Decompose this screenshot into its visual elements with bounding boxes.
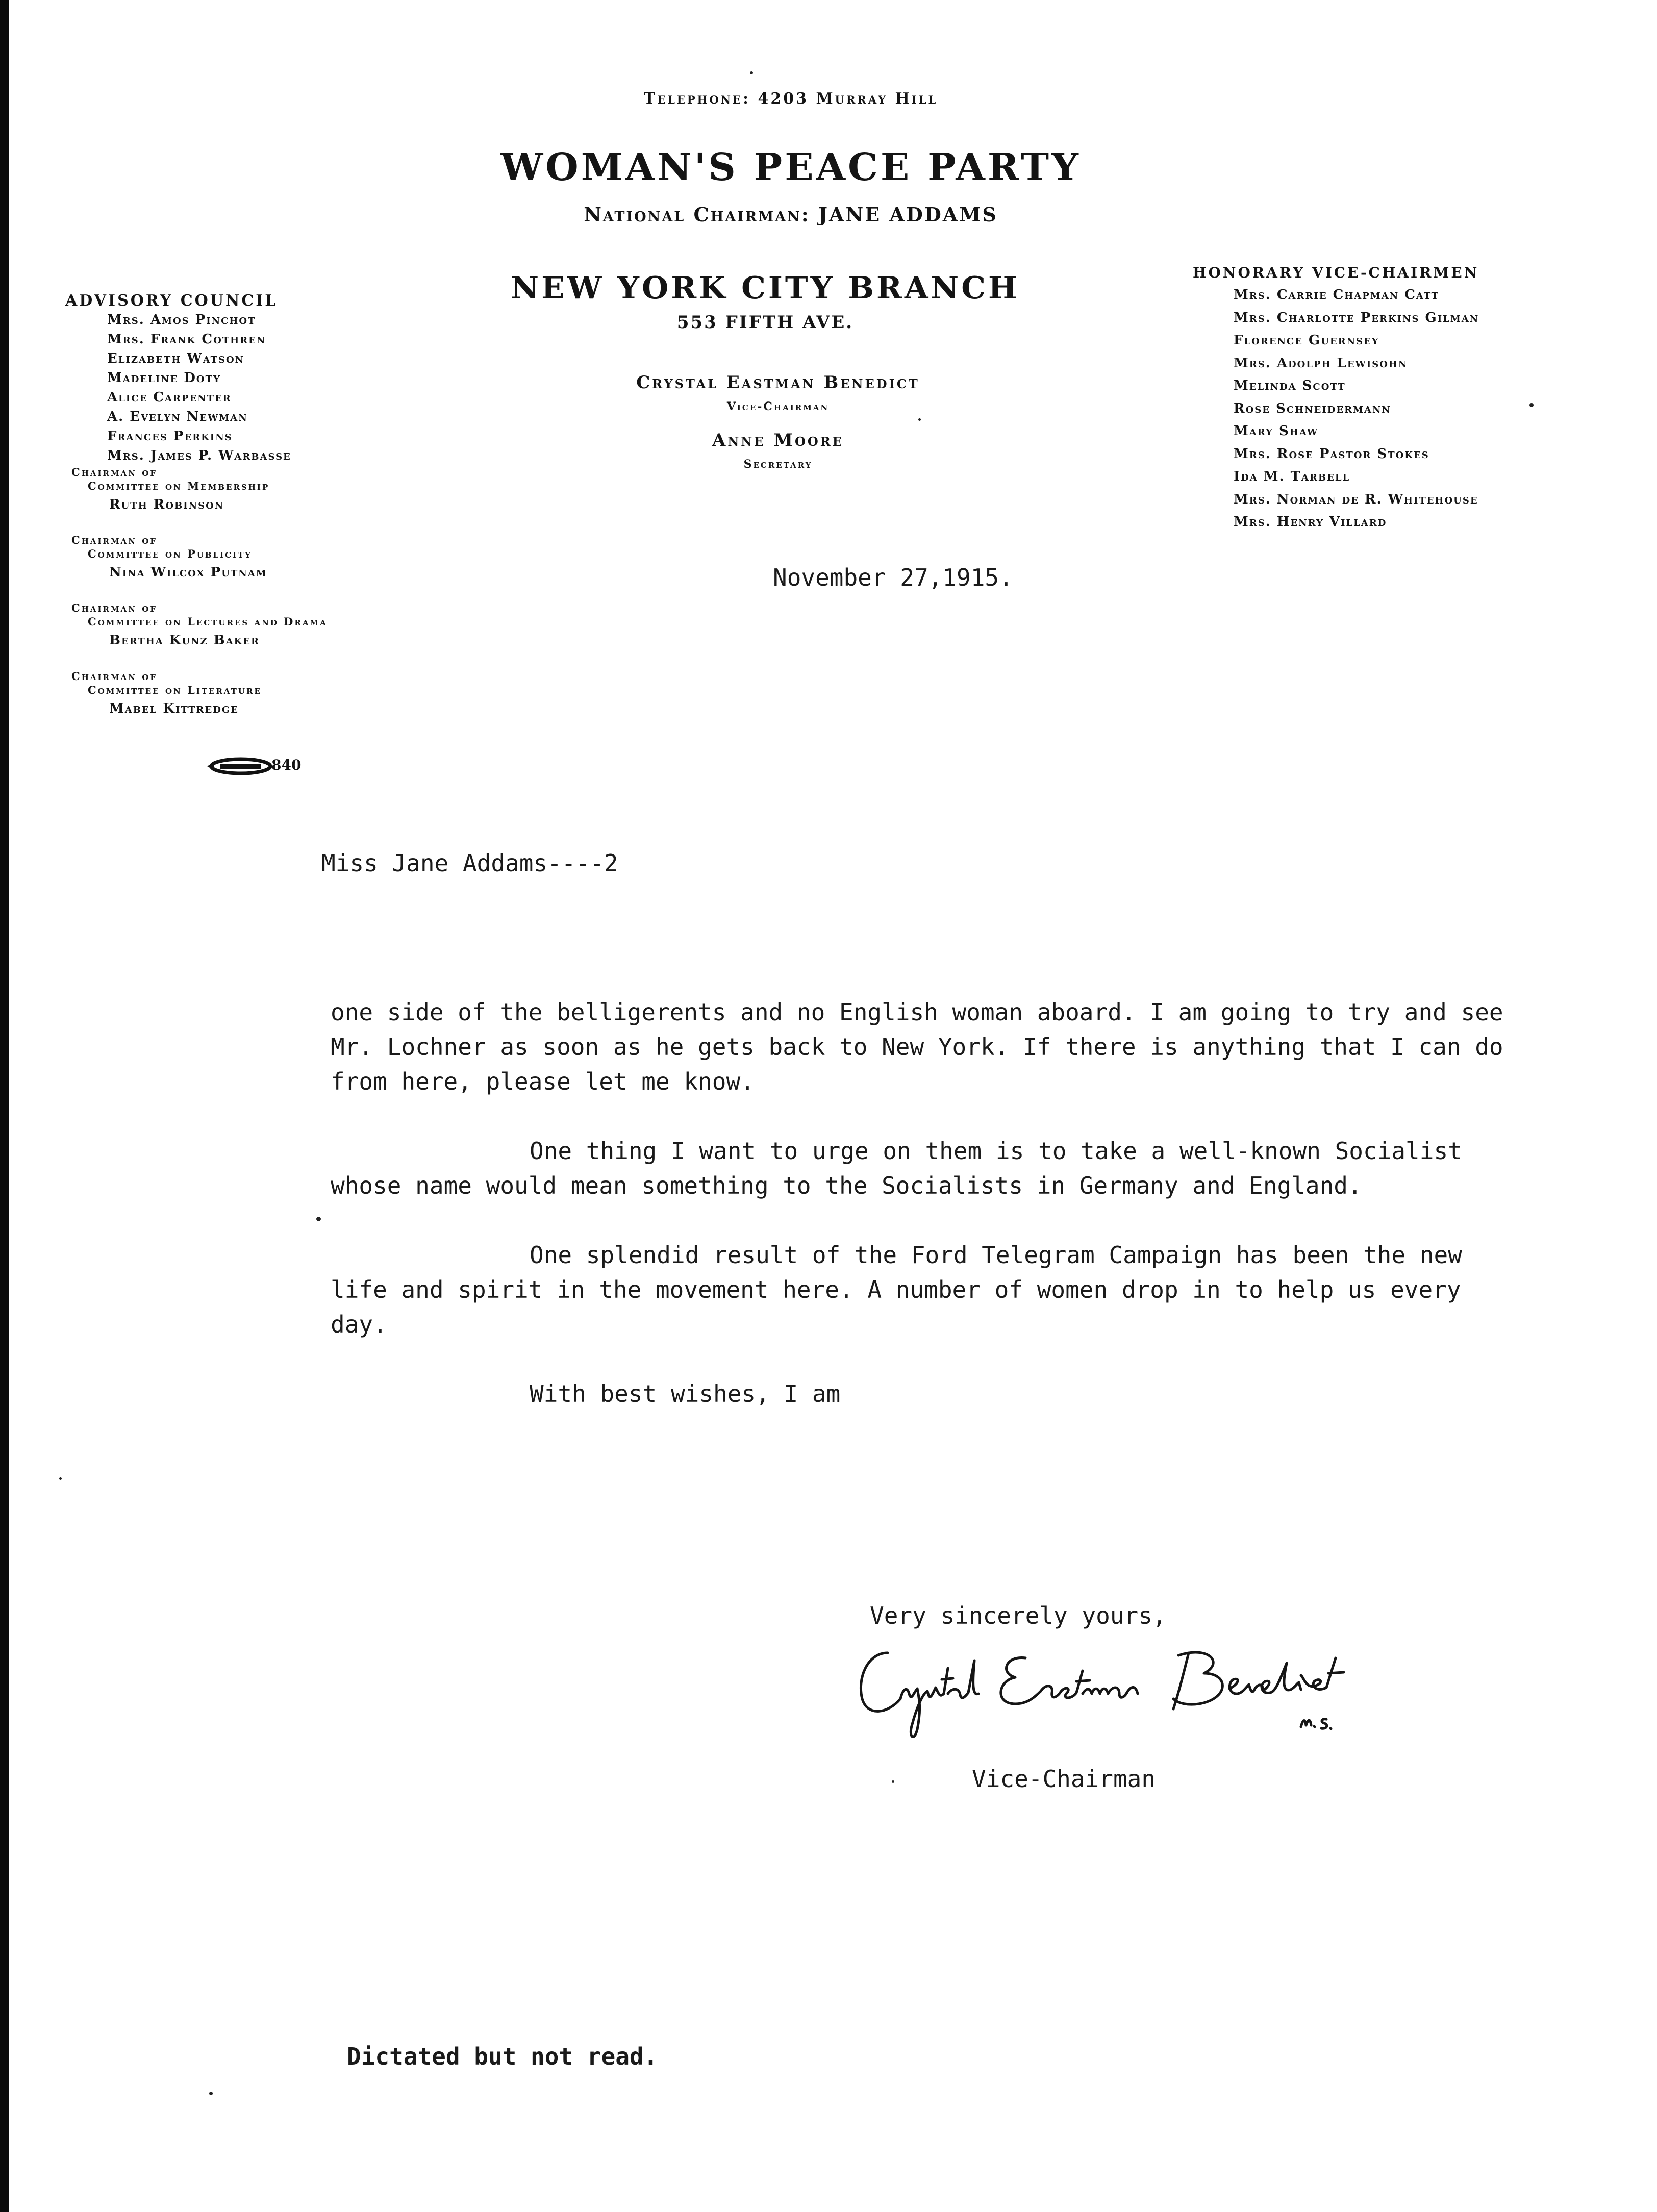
committee-label: Chairman of bbox=[71, 601, 157, 614]
honorary-member: Mrs. Norman de R. Whitehouse bbox=[1234, 491, 1478, 507]
union-label-number: 840 bbox=[271, 757, 302, 773]
honorary-member: Melinda Scott bbox=[1234, 378, 1346, 393]
committee-publicity bbox=[71, 533, 267, 580]
footer-note: Dictated but not read. bbox=[347, 2043, 658, 2070]
letterhead-telephone: Telephone: 4203 Murray Hill bbox=[643, 90, 938, 108]
officer-vice-chairman-title: Vice-Chairman bbox=[726, 400, 830, 413]
letter-body bbox=[331, 995, 1504, 1446]
closing: Very sincerely yours, bbox=[870, 1602, 1167, 1629]
honorary-member: Mrs. Charlotte Perkins Gilman bbox=[1234, 310, 1479, 325]
honorary-member: Rose Schneidermann bbox=[1234, 400, 1391, 416]
scan-speck bbox=[918, 418, 921, 421]
honorary-member: Mrs. Adolph Lewisohn bbox=[1234, 355, 1408, 371]
paragraph: One thing I want to urge on them is to take a well-known Socialist whose name would mean something to the Socialists in Germany and England. bbox=[331, 1137, 1462, 1199]
committee-label: Chairman of bbox=[71, 670, 157, 683]
advisory-member: Mrs. Amos Pinchot bbox=[107, 312, 256, 328]
scan-edge bbox=[0, 0, 9, 2212]
page-header: Miss Jane Addams----2 bbox=[321, 849, 618, 877]
advisory-member: Alice Carpenter bbox=[107, 390, 232, 405]
signer-title: Vice-Chairman bbox=[972, 1765, 1156, 1793]
signature-icon bbox=[852, 1632, 1403, 1750]
paragraph: one side of the belligerents and no English woman aboard. I am going to try and see Mr. Lochner as soon as he gets back to New York. If there is anything that I can do from here, please let me know. bbox=[331, 998, 1503, 1095]
advisory-member: Mrs. James P. Warbasse bbox=[107, 448, 291, 463]
officer-vice-chairman-name: Crystal Eastman Benedict bbox=[636, 372, 920, 393]
advisory-member: Madeline Doty bbox=[107, 370, 221, 386]
honorary-member: Mrs. Carrie Chapman Catt bbox=[1234, 287, 1440, 303]
union-label bbox=[204, 753, 306, 779]
committee-label: Chairman of bbox=[71, 534, 157, 546]
committee-name: Committee on Literature bbox=[88, 684, 262, 696]
paragraph: One splendid result of the Ford Telegram Campaign has been the new life and spirit in the movement here. A number of women drop in to help us every day. bbox=[331, 1241, 1462, 1338]
scan-speck bbox=[59, 1477, 62, 1480]
honorary-member: Ida M. Tarbell bbox=[1234, 469, 1350, 484]
branch-address: 553 FIFTH AVE. bbox=[676, 312, 854, 333]
committee-label: Chairman of bbox=[71, 466, 157, 479]
advisory-member: A. Evelyn Newman bbox=[107, 409, 248, 424]
honorary-vice-chairmen-heading: HONORARY VICE-CHAIRMEN bbox=[1193, 264, 1479, 281]
paragraph: With best wishes, I am bbox=[530, 1380, 841, 1407]
committee-name: Committee on Publicity bbox=[88, 547, 252, 560]
committee-literature bbox=[71, 669, 262, 716]
honorary-member: Florence Guernsey bbox=[1234, 333, 1379, 348]
advisory-council-list bbox=[107, 310, 291, 465]
honorary-vice-chairmen-list bbox=[1234, 284, 1479, 534]
branch-name: NEW YORK CITY BRANCH bbox=[511, 270, 1020, 306]
handwritten-signature bbox=[852, 1632, 1403, 1750]
scan-speck bbox=[209, 2092, 213, 2095]
officer-secretary-name: Anne Moore bbox=[712, 430, 844, 450]
org-name: WOMAN'S PEACE PARTY bbox=[500, 145, 1081, 189]
honorary-member: Mrs. Henry Villard bbox=[1234, 514, 1387, 530]
advisory-member: Frances Perkins bbox=[107, 429, 233, 444]
letter-date: November 27,1915. bbox=[773, 564, 1013, 591]
committee-membership bbox=[71, 465, 269, 512]
advisory-member: Mrs. Frank Cothren bbox=[107, 332, 266, 347]
scan-speck bbox=[316, 1217, 321, 1221]
scan-speck bbox=[1529, 403, 1534, 407]
committee-chair: Nina Wilcox Putnam bbox=[109, 565, 267, 580]
national-chairman: National Chairman: JANE ADDAMS bbox=[584, 203, 998, 226]
scan-speck bbox=[892, 1780, 894, 1783]
advisory-council-heading: ADVISORY COUNCIL bbox=[65, 292, 278, 310]
honorary-member: Mary Shaw bbox=[1234, 423, 1319, 439]
officer-secretary-title: Secretary bbox=[743, 458, 813, 471]
committee-chair: Mabel Kittredge bbox=[109, 701, 239, 716]
committee-chair: Bertha Kunz Baker bbox=[109, 633, 260, 648]
committee-lectures-drama bbox=[71, 601, 328, 648]
advisory-member: Elizabeth Watson bbox=[107, 351, 245, 366]
committee-name: Committee on Membership bbox=[88, 480, 270, 492]
scan-speck bbox=[750, 71, 753, 74]
committee-chair: Ruth Robinson bbox=[109, 497, 224, 512]
honorary-member: Mrs. Rose Pastor Stokes bbox=[1234, 446, 1429, 462]
committee-name: Committee on Lectures and Drama bbox=[88, 615, 328, 628]
